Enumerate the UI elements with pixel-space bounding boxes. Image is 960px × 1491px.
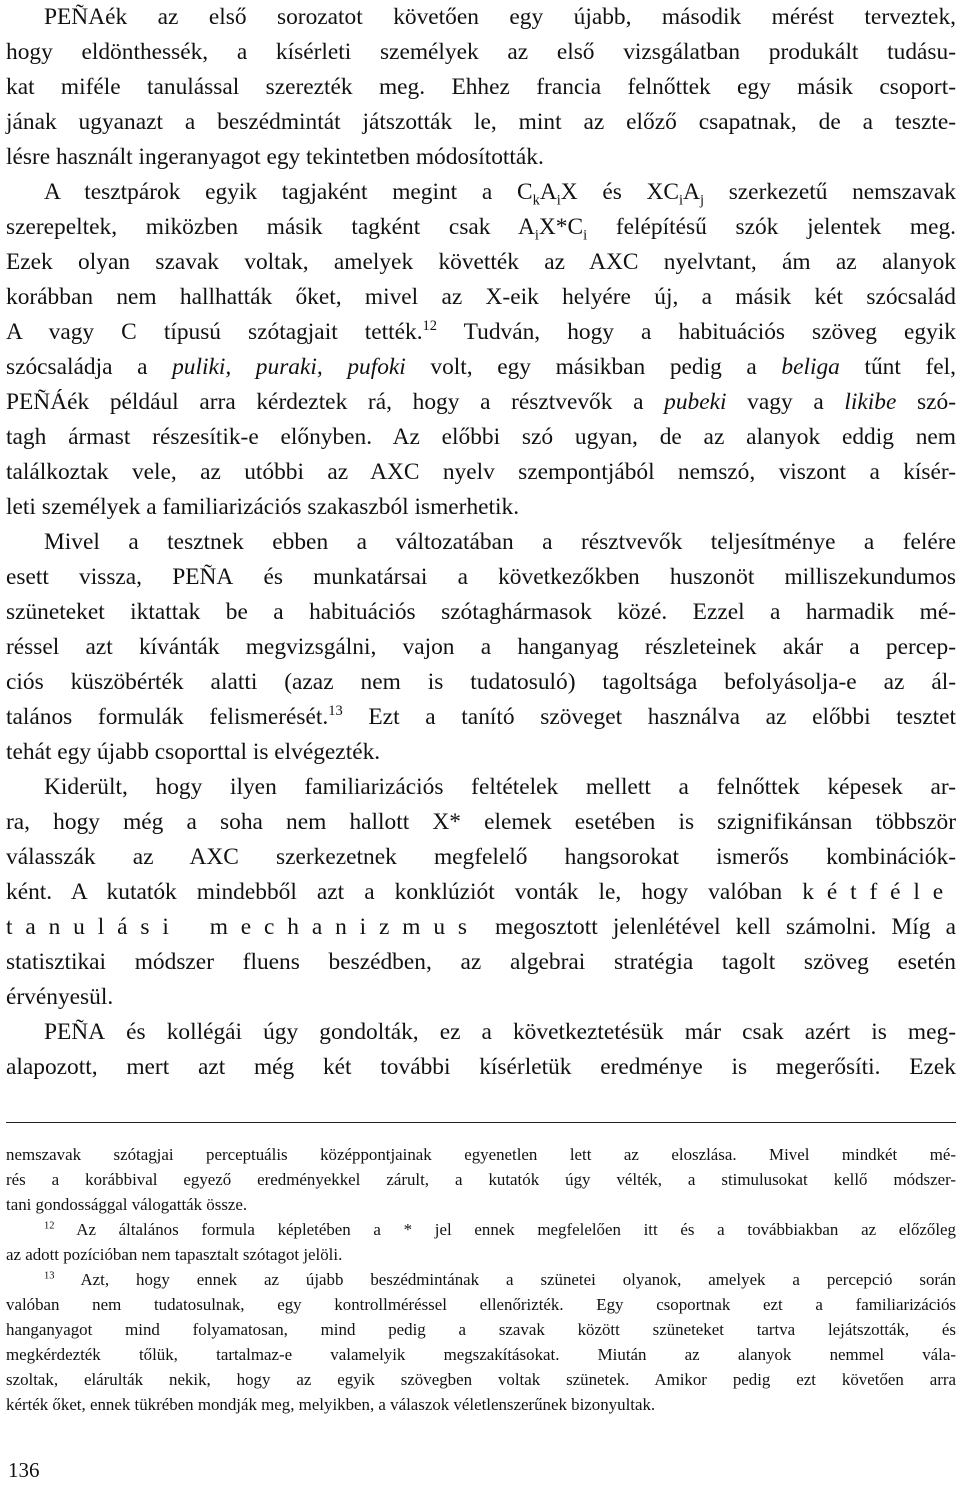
footnote-number: 12 bbox=[44, 1220, 55, 1232]
footnote-line: valóban nem tudatosulnak, egy kontrollméréssel ellenőrizték. Egy csoportnak ezt a familiarizációs bbox=[6, 1295, 956, 1314]
text-run: szerepeltek, miközben másik tagként csak A bbox=[6, 214, 535, 240]
text-run: Ezt a tanító szöveget használva az előbbi tesztet bbox=[342, 704, 957, 730]
text-line bbox=[6, 910, 956, 945]
main-text bbox=[6, 0, 956, 1085]
text-line bbox=[6, 875, 956, 910]
text-line: szüneteket iktattak be a habituációs szótaghármasok közé. Ezzel a harmadik mé- bbox=[6, 599, 956, 625]
subscript: i bbox=[556, 192, 561, 209]
spaced-emphasis: tanulási mechanizmus bbox=[6, 914, 480, 940]
page-number: 136 bbox=[8, 1458, 40, 1482]
text-line: kat miféle tanulással szerezték meg. Ehhez francia felnőttek egy másik csoport- bbox=[6, 74, 956, 100]
text-run: vagy a bbox=[726, 389, 845, 415]
text-line bbox=[6, 210, 956, 245]
text-line: hogy eldönthessék, a kísérleti személyek az első vizsgálatban produkált tudásu- bbox=[6, 39, 956, 65]
text-run: A vagy C típusú szótagjait tették. bbox=[6, 319, 423, 345]
author-name: PEÑA bbox=[44, 4, 106, 30]
text-line: Kiderült, hogy ilyen familiarizációs feltételek mellett a felnőttek képesek ar- bbox=[44, 774, 956, 800]
text-run: Az általános formula képletében a * jel ennek megfelelően itt és a továbbiakban az előzőleg bbox=[54, 1220, 956, 1239]
text-line: korábban nem hallhatták őket, mivel az X-eik helyére új, a másik két szócsalád bbox=[6, 284, 956, 310]
text-line: találkoztak vele, az utóbbi az AXC nyelv szempontjából nemszó, viszont a kísér- bbox=[6, 459, 956, 485]
author-name: PEÑA bbox=[172, 564, 234, 590]
text-run: és kollégái úgy gondolták, ez a következtetésük már csak azért is meg- bbox=[105, 1019, 956, 1045]
text-run: tűnt fel, bbox=[839, 354, 956, 380]
footnote-line: hanganyagot mind folyamatosan, mind pedig a szavak között szüneteket tartva lejátszották, és bbox=[6, 1320, 956, 1339]
subscript: i bbox=[679, 192, 684, 209]
text-line bbox=[6, 315, 956, 350]
footnote-line bbox=[6, 1267, 956, 1292]
italic-term: pubeki bbox=[664, 389, 727, 415]
paragraph-5 bbox=[6, 1015, 956, 1085]
text-line bbox=[6, 560, 956, 595]
text-line: alapozott, mert azt még két további kísérletük eredménye is megerősíti. Ezek bbox=[6, 1054, 956, 1080]
text-line bbox=[6, 700, 956, 735]
footnote-separator bbox=[6, 1122, 956, 1123]
subscript: i bbox=[534, 227, 539, 244]
text-line: ra, hogy még a soha nem hallott X* elemek esetében is szignifikánsan többször bbox=[6, 809, 956, 835]
text-line bbox=[6, 350, 956, 385]
paragraph-1 bbox=[6, 0, 956, 175]
text-run: Azt, hogy ennek az újabb beszédmintának a szünetei olyanok, amelyek a percepció során bbox=[54, 1270, 956, 1289]
text-run: esett vissza, bbox=[6, 564, 173, 590]
italic-term: puliki, puraki, pufoki bbox=[172, 354, 406, 380]
paragraph-3 bbox=[6, 525, 956, 770]
text-run: és munkatársai a következőkben huszonöt milliszekundumos bbox=[233, 564, 956, 590]
text-run: talános formulák felismerését. bbox=[6, 704, 329, 730]
text-run: volt, egy másikban pedig a bbox=[405, 354, 782, 380]
text-line: tehát egy újabb csoporttal is elvégezték. bbox=[6, 739, 381, 765]
text-line: statisztikai módszer fluens beszédben, az algebrai stratégia tagolt szöveg esetén bbox=[6, 949, 956, 975]
text-run: A tesztpárok egyik tagjaként megint a C bbox=[44, 179, 533, 205]
footnote-line: nemszavak szótagjai perceptuális középpontjainak egyenetlen lett az eloszlása. Mivel mindkét mé- bbox=[6, 1145, 956, 1164]
text-run: A bbox=[683, 179, 700, 205]
footnote-line: megkérdezték tőlük, tartalmaz-e valamelyik megszakításokat. Miután az alanyok nemmel vála- bbox=[6, 1345, 956, 1364]
text-line bbox=[6, 1015, 956, 1050]
footnote-line bbox=[6, 1217, 956, 1242]
text-line bbox=[6, 175, 956, 210]
author-name: PEÑA bbox=[44, 1019, 106, 1045]
footnote-line: az adott pozícióban nem tapasztalt szótagot jelöli. bbox=[6, 1245, 343, 1264]
text-line bbox=[6, 0, 956, 35]
text-run: X és XC bbox=[560, 179, 680, 205]
footnote-line: tani gondossággal válogatták össze. bbox=[6, 1195, 248, 1214]
footnote-ref-12: 12 bbox=[422, 318, 438, 335]
text-run: Tudván, hogy a habituációs szöveg egyik bbox=[437, 319, 957, 345]
footnote-line: rés a korábbival egyező eredményekkel zárult, a kutatók úgy vélték, a stimulusokat kellő módszer- bbox=[6, 1170, 956, 1189]
text-line: Ezek olyan szavak voltak, amelyek követték az AXC nyelvtant, ám az alanyok bbox=[6, 249, 956, 275]
text-line: ciós küszöbérték alatti (azaz nem is tudatosuló) tagoltsága befolyásolja-e az ál- bbox=[6, 669, 956, 695]
paragraph-2 bbox=[6, 175, 956, 525]
text-line: lésre használt ingeranyagot egy tekintetben módosították. bbox=[6, 144, 544, 170]
text-line: réssel azt kívánták megvizsgálni, vajon a hanganyag részleteinek akár a percep- bbox=[6, 634, 956, 660]
spaced-emphasis: kétféle bbox=[802, 879, 956, 905]
footnote-line: szoltak, elárulták nekik, hogy az egyik szövegben voltak szünetek. Amikor pedig ezt követően arra bbox=[6, 1370, 956, 1389]
text-run: felépítésű szók jelentek meg. bbox=[587, 214, 956, 240]
paragraph-4 bbox=[6, 770, 956, 1015]
text-run: megosztott jelenlétével kell számolni. Míg a bbox=[479, 914, 956, 940]
text-line: jának ugyanazt a beszédmintát játszották le, mint az előző csapatnak, de a teszte- bbox=[6, 109, 956, 135]
subscript: i bbox=[583, 227, 588, 244]
text-line: válasszák az AXC szerkezetnek megfelelő hangsorokat ismerős kombinációk- bbox=[6, 844, 956, 870]
text-line: érvényesül. bbox=[6, 984, 114, 1010]
footnote-line: kérték őket, ennek tükrében mondják meg, melyikben, a válaszok véletlenszerűnek bizonyultak. bbox=[6, 1395, 656, 1414]
subscript: j bbox=[699, 192, 704, 209]
footnote-13 bbox=[6, 1267, 956, 1417]
text-run: szó- bbox=[896, 389, 956, 415]
text-line: Mivel a tesztnek ebben a változatában a résztvevők teljesítménye a felére bbox=[44, 529, 956, 555]
text-run: szerkezetű nemszavak bbox=[704, 179, 956, 205]
text-run: ék az első sorozatot követően egy újabb, második mérést terveztek, bbox=[105, 4, 956, 30]
text-run: X*C bbox=[538, 214, 584, 240]
text-line: tagh ármast részesítik-e előnyben. Az előbbi szó ugyan, de az alanyok eddig nem bbox=[6, 424, 956, 450]
text-line bbox=[6, 385, 956, 420]
footnote-12 bbox=[6, 1217, 956, 1267]
text-run: A bbox=[539, 179, 557, 205]
footnote-continuation bbox=[6, 1142, 956, 1217]
subscript: k bbox=[532, 192, 540, 209]
italic-term: beliga bbox=[781, 354, 840, 380]
italic-term: likibe bbox=[844, 389, 897, 415]
footnote-number: 13 bbox=[44, 1270, 55, 1282]
text-run: ként. A kutatók mindebből azt a konklúziót vonták le, hogy valóban bbox=[6, 879, 803, 905]
footnote-ref-13: 13 bbox=[328, 703, 343, 720]
author-name: PEÑÁ bbox=[6, 389, 68, 415]
text-run: szócsaládja a bbox=[6, 354, 173, 380]
text-run: ék például arra kérdeztek rá, hogy a résztvevők a bbox=[67, 389, 665, 415]
text-line: leti személyek a familiarizációs szakaszból ismerhetik. bbox=[6, 494, 520, 520]
footnotes bbox=[6, 1142, 956, 1417]
